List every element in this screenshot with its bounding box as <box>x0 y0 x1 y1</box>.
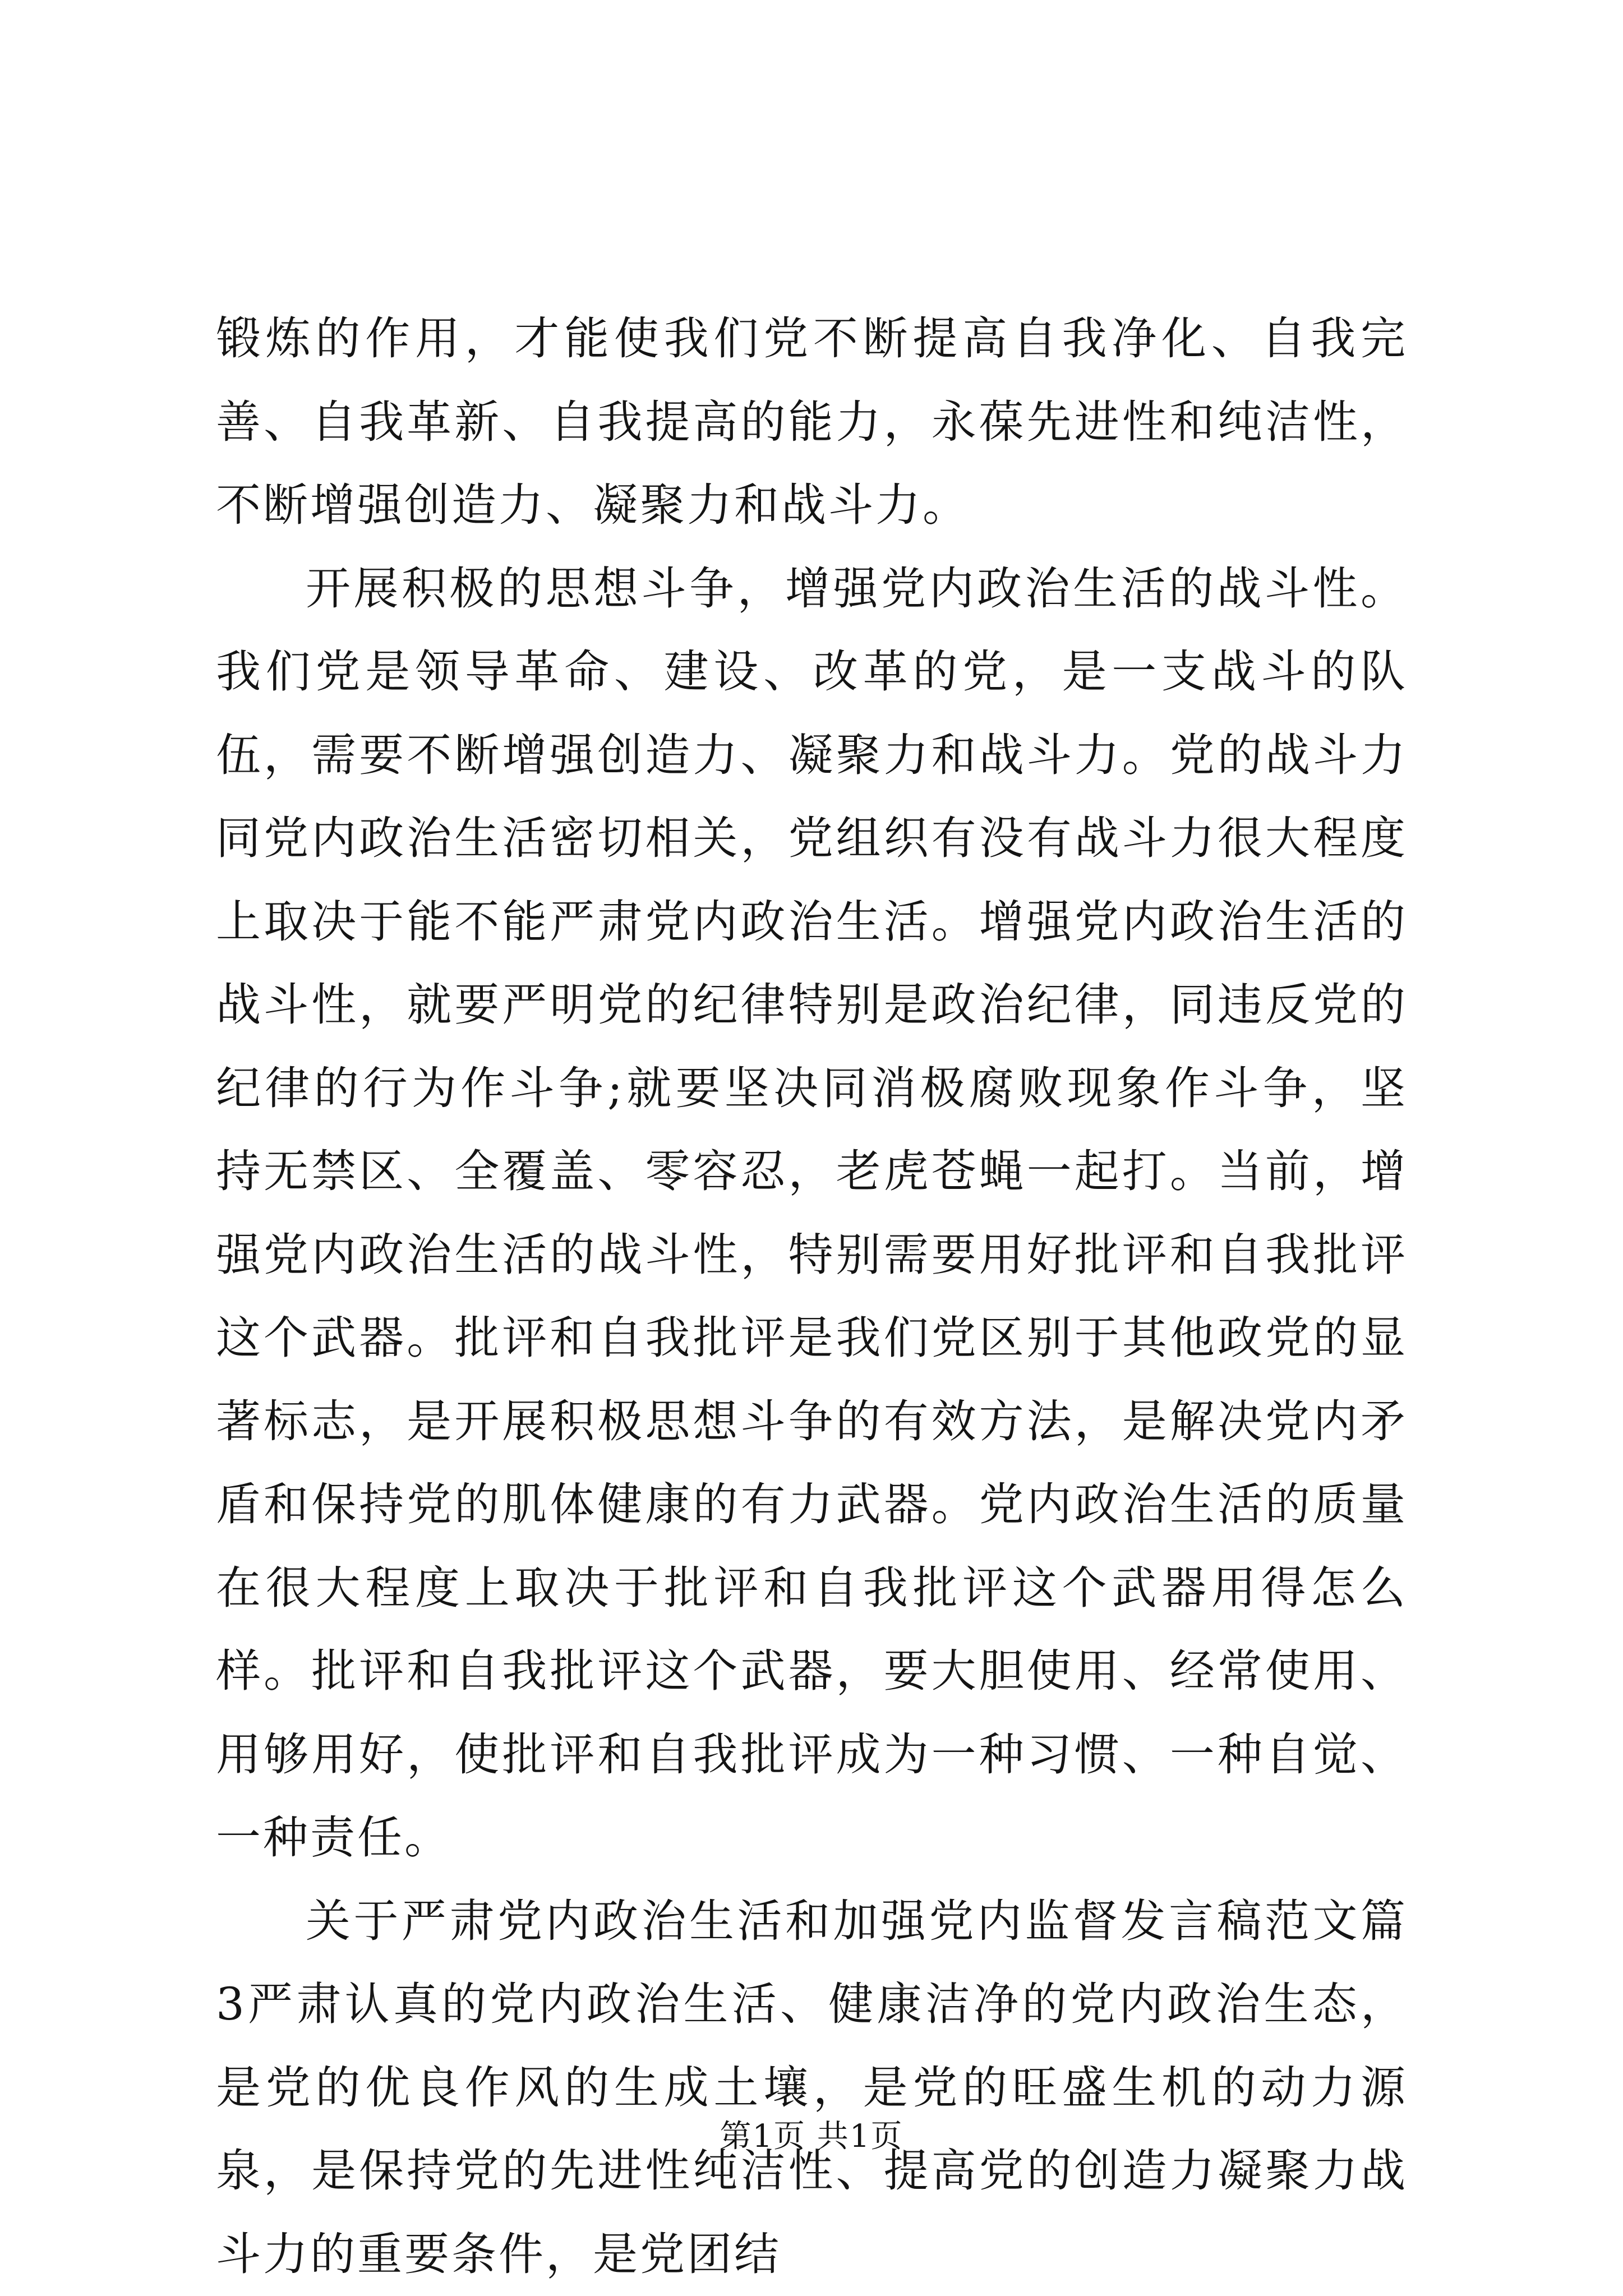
paragraph-1: 锻炼的作用，才能使我们党不断提高自我净化、自我完善、自我革新、自我提高的能力，永葆先进性和纯洁性，不断增强创造力、凝聚力和战斗力。 <box>216 297 1408 547</box>
page-footer: 第1页 共1页 <box>0 2117 1623 2156</box>
document-body <box>216 297 1408 2296</box>
paragraph-3: 关于严肃党内政治生活和加强党内监督发言稿范文篇3严肃认真的党内政治生活、健康洁净的党内政治生态，是党的优良作风的生成土壤，是党的旺盛生机的动力源泉，是保持党的先进性纯洁性、提高党的创造力凝聚力战斗力的重要条件，是党团结 <box>216 1880 1408 2296</box>
paragraph-2: 开展积极的思想斗争，增强党内政治生活的战斗性。我们党是领导革命、建设、改革的党，是一支战斗的队伍，需要不断增强创造力、凝聚力和战斗力。党的战斗力同党内政治生活密切相关，党组织有没有战斗力很大程度上取决于能不能严肃党内政治生活。增强党内政治生活的战斗性，就要严明党的纪律特别是政治纪律，同违反党的纪律的行为作斗争;就要坚决同消极腐败现象作斗争，坚持无禁区、全覆盖、零容忍，老虎苍蝇一起打。当前，增强党内政治生活的战斗性，特别需要用好批评和自我批评这个武器。批评和自我批评是我们党区别于其他政党的显著标志，是开展积极思想斗争的有效方法，是解决党内矛盾和保持党的肌体健康的有力武器。党内政治生活的质量在很大程度上取决于批评和自我批评这个武器用得怎么样。批评和自我批评这个武器，要大胆使用、经常使用、用够用好，使批评和自我批评成为一种习惯、一种自觉、一种责任。 <box>216 547 1408 1880</box>
